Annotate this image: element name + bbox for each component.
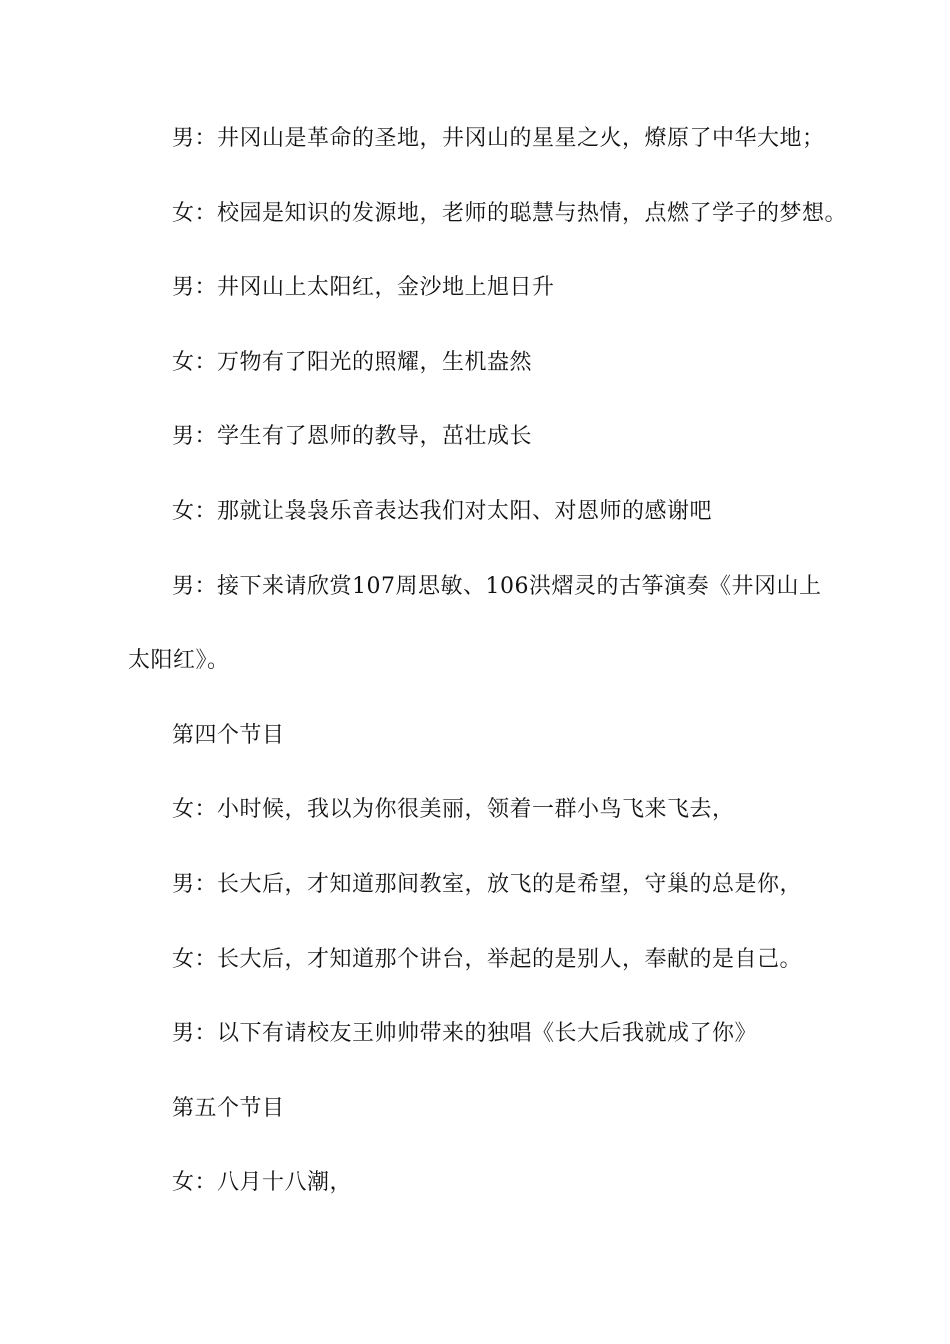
section-heading: 第四个节目 bbox=[172, 723, 285, 748]
dialogue-line: 女：那就让袅袅乐音表达我们对太阳、对恩师的感谢吧 bbox=[172, 499, 713, 524]
dialogue-line: 男：以下有请校友王帅帅带来的独唱《长大后我就成了你》 bbox=[172, 1021, 758, 1046]
dialogue-line: 女：万物有了阳光的照耀，生机盎然 bbox=[172, 350, 533, 375]
dialogue-line: 男：井冈山是革命的圣地，井冈山的星星之火，燎原了中华大地； bbox=[172, 126, 825, 151]
section-heading: 第五个节目 bbox=[172, 1096, 285, 1121]
dialogue-line: 女：小时候，我以为你很美丽，领着一群小鸟飞来飞去， bbox=[172, 797, 735, 822]
dialogue-line: 男：学生有了恩师的教导，茁壮成长 bbox=[172, 424, 533, 449]
dialogue-line: 女：校园是知识的发源地，老师的聪慧与热情，点燃了学子的梦想。 bbox=[172, 201, 848, 226]
dialogue-line-continuation: 太阳红》。 bbox=[128, 648, 230, 673]
dialogue-line: 男：接下来请欣赏107周思敏、106洪熠灵的古筝演奏《井冈山上 bbox=[172, 574, 822, 599]
dialogue-line: 女：长大后，才知道那个讲台，举起的是别人，奉献的是自己。 bbox=[172, 947, 803, 972]
dialogue-line: 男：井冈山上太阳红，金沙地上旭日升 bbox=[172, 275, 555, 300]
dialogue-line: 男：长大后，才知道那间教室，放飞的是希望，守巢的总是你， bbox=[172, 872, 803, 897]
dialogue-line: 女：八月十八潮， bbox=[172, 1170, 353, 1195]
